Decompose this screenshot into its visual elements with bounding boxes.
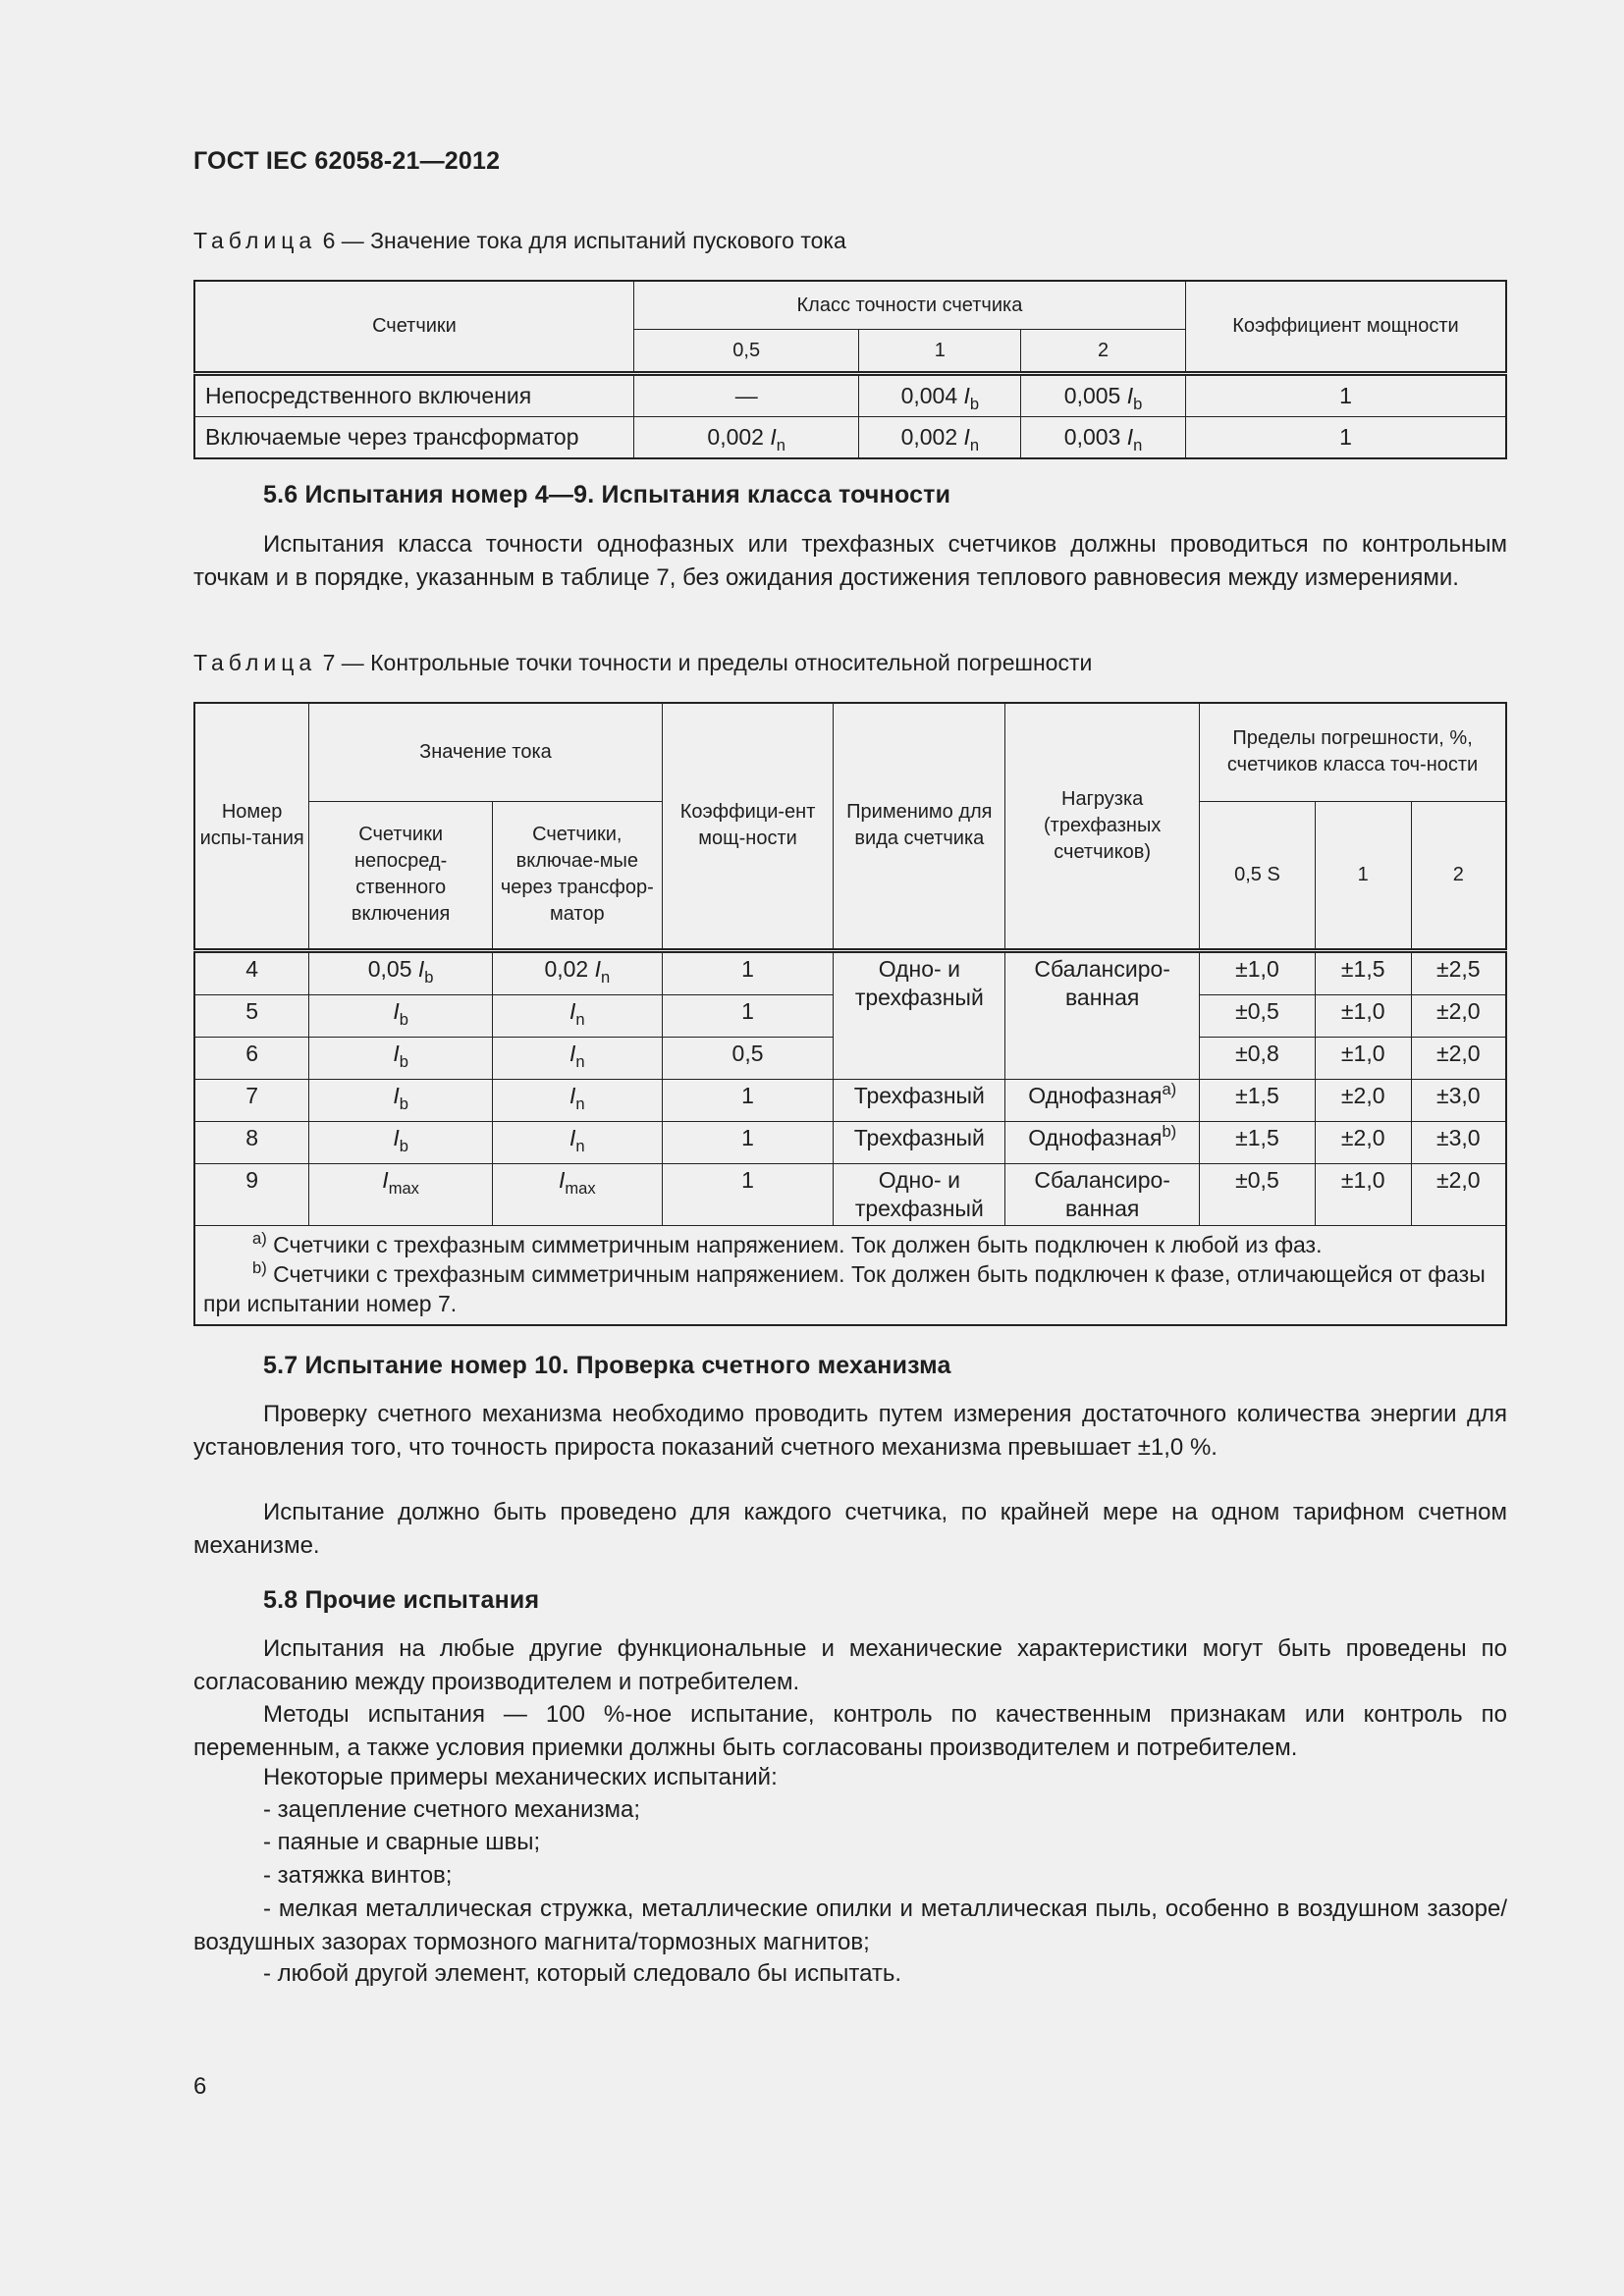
table6-row bbox=[194, 374, 1506, 417]
document-header: ГОСТ IEC 62058-21—2012 bbox=[193, 147, 501, 175]
table6-caption bbox=[193, 228, 846, 254]
table7-cell-pf: 1 bbox=[662, 1163, 834, 1225]
section-5-8-paragraph-3: Некоторые примеры механических испытаний: bbox=[263, 1764, 778, 1790]
table7-cell-direct: $I_b$ bbox=[309, 1037, 493, 1079]
table7-header-test-no: Номер испы-тания bbox=[194, 703, 309, 950]
table7-cell-e05: ±0,8 bbox=[1200, 1037, 1316, 1079]
table7-cell-e2: ±2,0 bbox=[1411, 994, 1506, 1037]
table7-cell-e2: ±2,0 bbox=[1411, 1163, 1506, 1225]
table6-caption-text: 6 — Значение тока для испытаний пускового тока bbox=[316, 228, 846, 253]
table7-header-direct: Счетчики непосред-ственного включения bbox=[309, 801, 493, 950]
table7-row bbox=[194, 1079, 1506, 1121]
list-item: - любой другой элемент, который следовало бы испытать. bbox=[263, 1960, 902, 1987]
table7-cell-pf: 1 bbox=[662, 1079, 834, 1121]
section-5-7-title: 5.7 Испытание номер 10. Проверка счетного механизма bbox=[263, 1352, 951, 1379]
table7-cell-e05: ±1,5 bbox=[1200, 1079, 1316, 1121]
table7-header-transformer: Счетчики, включае-мые через трансфор-матор bbox=[492, 801, 662, 950]
table6-row-label: Непосредственного включения bbox=[194, 374, 633, 417]
table7-cell-transformer: $I_{max}$ bbox=[492, 1163, 662, 1225]
table7-cell-load: Сбалансиро-ванная bbox=[1005, 1163, 1200, 1225]
table7-cell-transformer: $I_n$ bbox=[492, 1079, 662, 1121]
table7-header-applicable: Применимо для вида счетчика bbox=[834, 703, 1005, 950]
table7-cell-applicable: Трехфазный bbox=[834, 1079, 1005, 1121]
table7-cell-e1: ±2,0 bbox=[1315, 1121, 1411, 1163]
table7-row bbox=[194, 950, 1506, 994]
table6-cell: — bbox=[633, 374, 859, 417]
table7-cell-transformer: $I_n$ bbox=[492, 1121, 662, 1163]
table7-cell-no: 4 bbox=[194, 950, 309, 994]
table6-cell: 1 bbox=[1185, 374, 1506, 417]
table7-cell-load: Однофазная$^{b)}$ bbox=[1005, 1121, 1200, 1163]
table6-row-label: Включаемые через трансформатор bbox=[194, 417, 633, 459]
table7-cell-e1: ±1,0 bbox=[1315, 994, 1411, 1037]
table6-cell: 1 bbox=[1185, 417, 1506, 459]
table7-footnote-a: $^{a)}$ Счетчики с трехфазным симметричным напряжением. Ток должен быть подключен к любой из фаз. bbox=[252, 1228, 1323, 1257]
footnote-ref: b) bbox=[1162, 1121, 1177, 1141]
table7-cell-e2: ±2,5 bbox=[1411, 950, 1506, 994]
table7-cell-e05: ±1,5 bbox=[1200, 1121, 1316, 1163]
table7-header-current-value: Значение тока bbox=[309, 703, 662, 801]
table7-cell-e1: ±2,0 bbox=[1315, 1079, 1411, 1121]
table6-cell: 0,004 $I_b$ bbox=[859, 374, 1021, 417]
table7-cell-e2: ±2,0 bbox=[1411, 1037, 1506, 1079]
table7-header-limits: Пределы погрешности, %, счетчиков класса точ-ности bbox=[1200, 703, 1506, 801]
list-item: - зацепление счетного механизма; bbox=[263, 1796, 641, 1823]
table7-cell-direct: 0,05 $I_b$ bbox=[309, 950, 493, 994]
table7-row bbox=[194, 1163, 1506, 1225]
table7-cell-e05: ±0,5 bbox=[1200, 994, 1316, 1037]
table7-cell-no: 5 bbox=[194, 994, 309, 1037]
table7-footnotes bbox=[194, 1225, 1506, 1325]
table7-caption-text: 7 — Контрольные точки точности и пределы относительной погрешности bbox=[316, 650, 1093, 675]
table6-header-meters: Счетчики bbox=[194, 281, 633, 374]
table7-header-class-1: 1 bbox=[1315, 801, 1411, 950]
table7-cell-e1: ±1,5 bbox=[1315, 950, 1411, 994]
table6-cell: 0,002 $I_n$ bbox=[859, 417, 1021, 459]
table7-cell-direct: $I_b$ bbox=[309, 1121, 493, 1163]
table7-cell-transformer: $I_n$ bbox=[492, 1037, 662, 1079]
list-item: - затяжка винтов; bbox=[263, 1862, 453, 1889]
table6-header-class-2: 2 bbox=[1021, 330, 1186, 374]
table7-cell-pf: 1 bbox=[662, 1121, 834, 1163]
table7-cell-no: 9 bbox=[194, 1163, 309, 1225]
table7-footnote-b: $^{b)}$ Счетчики с трехфазным симметричным напряжением. Ток должен быть подключен к фазе, отличающейся от фазы при испытании номер 7. bbox=[203, 1257, 1486, 1316]
section-5-6-text: Испытания класса точности однофазных или трехфазных счетчиков должны проводиться по контрольным точкам и в порядке, указанным в таблице 7, без ожидания достижения теплового равновесия между измерениями. bbox=[193, 531, 1507, 591]
list-item: - мелкая металлическая стружка, металлические опилки и металлическая пыль, особенно в воздушном зазоре/воздушных зазорах тормозного магнита/тормозных магнитов; bbox=[193, 1896, 1507, 1955]
table7-cell-e1: ±1,0 bbox=[1315, 1163, 1411, 1225]
section-5-7-paragraph-1: Проверку счетного механизма необходимо проводить путем измерения достаточного количества энергии для установления того, что точность прироста показаний счетного механизма превышает ±1,0 %. bbox=[193, 1401, 1507, 1461]
table7-cell-transformer: $I_n$ bbox=[492, 994, 662, 1037]
table6-cell: 0,005 $I_b$ bbox=[1021, 374, 1186, 417]
table7-cell-pf: 1 bbox=[662, 950, 834, 994]
table6-header-class-1: 1 bbox=[859, 330, 1021, 374]
table7-cell-no: 8 bbox=[194, 1121, 309, 1163]
table7-header-load: Нагрузка (трехфазных счетчиков) bbox=[1005, 703, 1200, 950]
table7-caption-word: Таблица bbox=[193, 650, 317, 675]
table6-caption-word: Таблица bbox=[193, 228, 317, 253]
table7-cell-e1: ±1,0 bbox=[1315, 1037, 1411, 1079]
table6-cell: 0,002 $I_n$ bbox=[633, 417, 859, 459]
section-5-8-paragraph-1: Испытания на любые другие функциональные и механические характеристики могут быть проведены по согласованию между производителем и потребителем. bbox=[193, 1635, 1507, 1695]
table7-caption bbox=[193, 650, 1092, 676]
table7-cell-e2: ±3,0 bbox=[1411, 1121, 1506, 1163]
table7-cell-direct: $I_b$ bbox=[309, 994, 493, 1037]
table7-header-class-2: 2 bbox=[1411, 801, 1506, 950]
table7-cell-no: 6 bbox=[194, 1037, 309, 1079]
table7-cell-pf: 0,5 bbox=[662, 1037, 834, 1079]
table7-cell-direct: $I_{max}$ bbox=[309, 1163, 493, 1225]
table7-row bbox=[194, 1121, 1506, 1163]
table6-cell: 0,003 $I_n$ bbox=[1021, 417, 1186, 459]
table7-cell-applicable: Одно- и трехфазный bbox=[834, 1163, 1005, 1225]
list-item: - паяные и сварные швы; bbox=[263, 1829, 541, 1855]
table7 bbox=[193, 702, 1507, 1326]
table7-header-class-05s: 0,5 S bbox=[1200, 801, 1316, 950]
section-5-6-title: 5.6 Испытания номер 4—9. Испытания класса точности bbox=[263, 481, 951, 508]
table6 bbox=[193, 280, 1507, 459]
section-5-7-paragraph-2: Испытание должно быть проведено для каждого счетчика, по крайней мере на одном тарифном счетном механизме. bbox=[193, 1499, 1507, 1559]
table6-header-power-factor: Коэффициент мощности bbox=[1185, 281, 1506, 374]
table6-header-class-05: 0,5 bbox=[633, 330, 859, 374]
table7-cell-applicable: Одно- и трехфазный bbox=[834, 950, 1005, 1079]
table7-cell-load: Однофазная$^{a)}$ bbox=[1005, 1079, 1200, 1121]
table7-cell-direct: $I_b$ bbox=[309, 1079, 493, 1121]
table7-cell-applicable: Трехфазный bbox=[834, 1121, 1005, 1163]
page-number: 6 bbox=[193, 2073, 207, 2100]
table7-cell-no: 7 bbox=[194, 1079, 309, 1121]
table7-cell-e05: ±1,0 bbox=[1200, 950, 1316, 994]
table7-header-power-factor: Коэффици-ент мощ-ности bbox=[662, 703, 834, 950]
table7-cell-pf: 1 bbox=[662, 994, 834, 1037]
section-5-8-title: 5.8 Прочие испытания bbox=[263, 1586, 540, 1614]
table7-cell-e2: ±3,0 bbox=[1411, 1079, 1506, 1121]
section-5-8-paragraph-2: Методы испытания — 100 %-ное испытание, контроль по качественным признакам или контроль по переменным, а также условия приемки должны быть согласованы производителем и потребителем. bbox=[193, 1701, 1507, 1761]
footnote-ref: a) bbox=[1162, 1079, 1177, 1098]
table7-cell-load: Сбалансиро-ванная bbox=[1005, 950, 1200, 1079]
table6-header-accuracy-class: Класс точности счетчика bbox=[633, 281, 1185, 330]
table7-cell-transformer: 0,02 $I_n$ bbox=[492, 950, 662, 994]
table7-cell-e05: ±0,5 bbox=[1200, 1163, 1316, 1225]
table6-row bbox=[194, 417, 1506, 459]
